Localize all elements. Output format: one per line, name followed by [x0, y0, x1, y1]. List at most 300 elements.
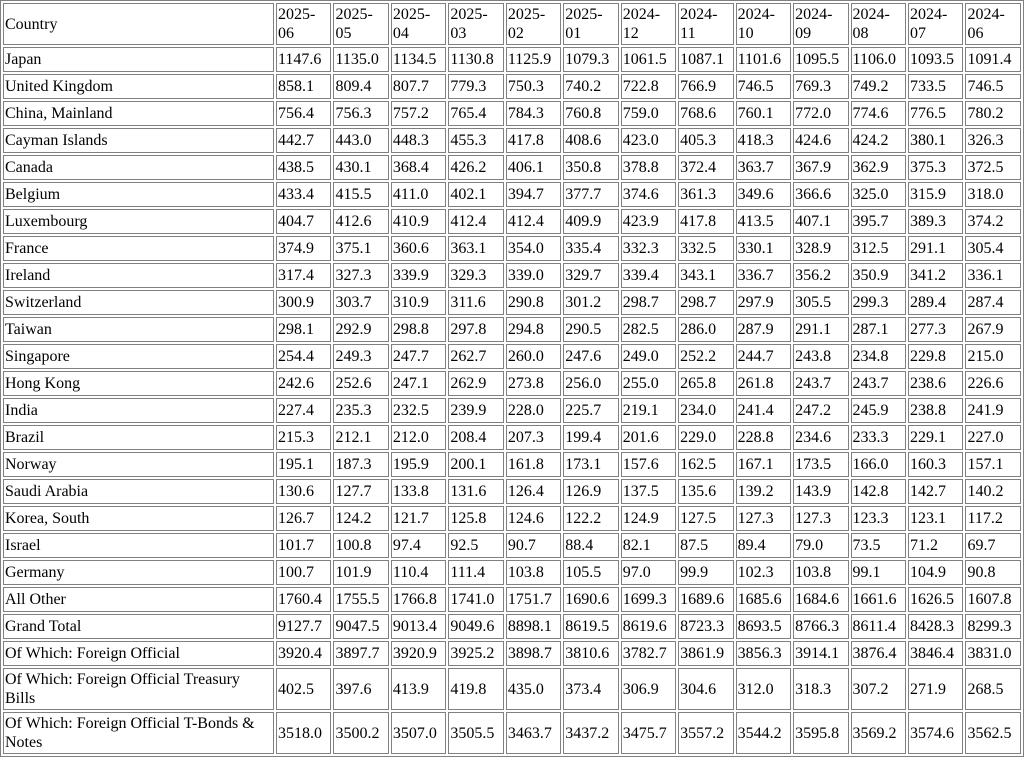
table-row [3, 290, 1021, 315]
value-cell: 374.9 [276, 236, 331, 261]
value-cell: 3920.4 [276, 641, 331, 666]
value-cell: 201.6 [621, 425, 676, 450]
value-cell: 127.5 [678, 506, 733, 531]
value-cell: 405.3 [678, 128, 733, 153]
table-row [3, 317, 1021, 342]
value-cell: 374.2 [965, 209, 1021, 234]
value-cell: 336.7 [736, 263, 791, 288]
value-cell: 117.2 [965, 506, 1021, 531]
country-cell: Brazil [3, 425, 274, 450]
country-cell: Norway [3, 452, 274, 477]
value-cell: 3569.2 [851, 712, 906, 754]
value-cell: 228.0 [506, 398, 561, 423]
value-cell: 291.1 [793, 317, 848, 342]
value-cell: 378.8 [621, 155, 676, 180]
header-month: 2024- 11 [678, 3, 733, 45]
value-cell: 289.4 [908, 290, 963, 315]
value-cell: 123.1 [908, 506, 963, 531]
country-cell: Grand Total [3, 614, 274, 639]
value-cell: 126.4 [506, 479, 561, 504]
value-cell: 433.4 [276, 182, 331, 207]
table-row [3, 587, 1021, 612]
value-cell: 1087.1 [678, 47, 733, 72]
value-cell: 3782.7 [621, 641, 676, 666]
value-cell: 1135.0 [333, 47, 388, 72]
value-cell: 8619.5 [563, 614, 618, 639]
value-cell: 97.4 [391, 533, 446, 558]
value-cell: 247.2 [793, 398, 848, 423]
value-cell: 242.6 [276, 371, 331, 396]
value-cell: 87.5 [678, 533, 733, 558]
value-cell: 438.5 [276, 155, 331, 180]
value-cell: 1626.5 [908, 587, 963, 612]
value-cell: 243.7 [851, 371, 906, 396]
value-cell: 306.9 [621, 668, 676, 710]
value-cell: 143.9 [793, 479, 848, 504]
value-cell: 102.3 [736, 560, 791, 585]
value-cell: 157.6 [621, 452, 676, 477]
value-cell: 3475.7 [621, 712, 676, 754]
country-cell: United Kingdom [3, 74, 274, 99]
value-cell: 1751.7 [506, 587, 561, 612]
value-cell: 1101.6 [736, 47, 791, 72]
country-cell: Korea, South [3, 506, 274, 531]
country-cell: All Other [3, 587, 274, 612]
table-row [3, 533, 1021, 558]
table-row [3, 128, 1021, 153]
header-month: 2024- 06 [965, 3, 1021, 45]
value-cell: 402.1 [448, 182, 503, 207]
value-cell: 1095.5 [793, 47, 848, 72]
value-cell: 3897.7 [333, 641, 388, 666]
value-cell: 404.7 [276, 209, 331, 234]
value-cell: 341.2 [908, 263, 963, 288]
value-cell: 335.4 [563, 236, 618, 261]
value-cell: 227.0 [965, 425, 1021, 450]
value-cell: 101.7 [276, 533, 331, 558]
country-cell: China, Mainland [3, 101, 274, 126]
value-cell: 261.8 [736, 371, 791, 396]
value-cell: 772.0 [793, 101, 848, 126]
country-cell: Germany [3, 560, 274, 585]
value-cell: 407.1 [793, 209, 848, 234]
value-cell: 1690.6 [563, 587, 618, 612]
value-cell: 757.2 [391, 101, 446, 126]
value-cell: 367.9 [793, 155, 848, 180]
table-row [3, 479, 1021, 504]
table-row [3, 209, 1021, 234]
table-row [3, 263, 1021, 288]
table-row [3, 452, 1021, 477]
country-cell: Luxembourg [3, 209, 274, 234]
value-cell: 207.3 [506, 425, 561, 450]
value-cell: 234.0 [678, 398, 733, 423]
table-row [3, 155, 1021, 180]
value-cell: 312.5 [851, 236, 906, 261]
value-cell: 374.6 [621, 182, 676, 207]
value-cell: 3846.4 [908, 641, 963, 666]
country-cell: Taiwan [3, 317, 274, 342]
value-cell: 273.8 [506, 371, 561, 396]
value-cell: 350.8 [563, 155, 618, 180]
value-cell: 443.0 [333, 128, 388, 153]
header-month: 2024- 09 [793, 3, 848, 45]
value-cell: 297.9 [736, 290, 791, 315]
value-cell: 92.5 [448, 533, 503, 558]
value-cell: 315.9 [908, 182, 963, 207]
value-cell: 411.0 [391, 182, 446, 207]
header-month: 2025- 01 [563, 3, 618, 45]
value-cell: 89.4 [736, 533, 791, 558]
value-cell: 766.9 [678, 74, 733, 99]
country-cell: Hong Kong [3, 371, 274, 396]
value-cell: 300.9 [276, 290, 331, 315]
value-cell: 124.2 [333, 506, 388, 531]
table-row [3, 668, 1021, 710]
value-cell: 305.5 [793, 290, 848, 315]
value-cell: 759.0 [621, 101, 676, 126]
value-cell: 366.6 [793, 182, 848, 207]
table-row [3, 641, 1021, 666]
country-cell: Of Which: Foreign Official T-Bonds & Notes [3, 712, 274, 754]
value-cell: 760.1 [736, 101, 791, 126]
value-cell: 243.7 [793, 371, 848, 396]
country-cell: Saudi Arabia [3, 479, 274, 504]
table-row [3, 236, 1021, 261]
value-cell: 97.0 [621, 560, 676, 585]
value-cell: 776.5 [908, 101, 963, 126]
value-cell: 328.9 [793, 236, 848, 261]
value-cell: 360.6 [391, 236, 446, 261]
value-cell: 161.8 [506, 452, 561, 477]
value-cell: 287.4 [965, 290, 1021, 315]
value-cell: 173.1 [563, 452, 618, 477]
value-cell: 219.1 [621, 398, 676, 423]
value-cell: 8723.3 [678, 614, 733, 639]
value-cell: 123.3 [851, 506, 906, 531]
value-cell: 1106.0 [851, 47, 906, 72]
value-cell: 256.0 [563, 371, 618, 396]
country-cell: India [3, 398, 274, 423]
value-cell: 8299.3 [965, 614, 1021, 639]
value-cell: 100.8 [333, 533, 388, 558]
value-cell: 271.9 [908, 668, 963, 710]
value-cell: 262.9 [448, 371, 503, 396]
value-cell: 82.1 [621, 533, 676, 558]
value-cell: 349.6 [736, 182, 791, 207]
value-cell: 3856.3 [736, 641, 791, 666]
table-row [3, 74, 1021, 99]
value-cell: 310.9 [391, 290, 446, 315]
value-cell: 71.2 [908, 533, 963, 558]
value-cell: 311.6 [448, 290, 503, 315]
value-cell: 234.8 [851, 344, 906, 369]
value-cell: 722.8 [621, 74, 676, 99]
value-cell: 3595.8 [793, 712, 848, 754]
value-cell: 375.1 [333, 236, 388, 261]
value-cell: 291.1 [908, 236, 963, 261]
value-cell: 121.7 [391, 506, 446, 531]
value-cell: 247.6 [563, 344, 618, 369]
value-cell: 339.0 [506, 263, 561, 288]
value-cell: 769.3 [793, 74, 848, 99]
value-cell: 418.3 [736, 128, 791, 153]
value-cell: 124.9 [621, 506, 676, 531]
table-row [3, 47, 1021, 72]
value-cell: 363.1 [448, 236, 503, 261]
value-cell: 1125.9 [506, 47, 561, 72]
value-cell: 424.2 [851, 128, 906, 153]
value-cell: 301.2 [563, 290, 618, 315]
value-cell: 241.4 [736, 398, 791, 423]
value-cell: 765.4 [448, 101, 503, 126]
country-cell: Japan [3, 47, 274, 72]
value-cell: 135.6 [678, 479, 733, 504]
value-cell: 1091.4 [965, 47, 1021, 72]
value-cell: 8766.3 [793, 614, 848, 639]
value-cell: 1061.5 [621, 47, 676, 72]
value-cell: 329.3 [448, 263, 503, 288]
header-month: 2025- 06 [276, 3, 331, 45]
value-cell: 238.8 [908, 398, 963, 423]
header-month: 2024- 07 [908, 3, 963, 45]
value-cell: 262.7 [448, 344, 503, 369]
country-cell: Of Which: Foreign Official [3, 641, 274, 666]
value-cell: 3507.0 [391, 712, 446, 754]
value-cell: 298.8 [391, 317, 446, 342]
value-cell: 127.3 [736, 506, 791, 531]
country-cell: Canada [3, 155, 274, 180]
value-cell: 858.1 [276, 74, 331, 99]
value-cell: 173.5 [793, 452, 848, 477]
value-cell: 268.5 [965, 668, 1021, 710]
value-cell: 126.7 [276, 506, 331, 531]
table-row [3, 425, 1021, 450]
country-cell: Cayman Islands [3, 128, 274, 153]
value-cell: 784.3 [506, 101, 561, 126]
value-cell: 1699.3 [621, 587, 676, 612]
value-cell: 252.2 [678, 344, 733, 369]
header-month: 2025- 04 [391, 3, 446, 45]
value-cell: 3557.2 [678, 712, 733, 754]
value-cell: 1685.6 [736, 587, 791, 612]
value-cell: 3920.9 [391, 641, 446, 666]
value-cell: 373.4 [563, 668, 618, 710]
value-cell: 254.4 [276, 344, 331, 369]
value-cell: 127.7 [333, 479, 388, 504]
value-cell: 426.2 [448, 155, 503, 180]
value-cell: 1766.8 [391, 587, 446, 612]
value-cell: 294.8 [506, 317, 561, 342]
value-cell: 756.4 [276, 101, 331, 126]
value-cell: 354.0 [506, 236, 561, 261]
value-cell: 417.8 [506, 128, 561, 153]
table-row [3, 560, 1021, 585]
value-cell: 133.8 [391, 479, 446, 504]
value-cell: 69.7 [965, 533, 1021, 558]
value-cell: 299.3 [851, 290, 906, 315]
value-cell: 1755.5 [333, 587, 388, 612]
header-month: 2024- 10 [736, 3, 791, 45]
value-cell: 1093.5 [908, 47, 963, 72]
value-cell: 317.4 [276, 263, 331, 288]
value-cell: 749.2 [851, 74, 906, 99]
header-row [3, 3, 1021, 45]
value-cell: 768.6 [678, 101, 733, 126]
value-cell: 195.1 [276, 452, 331, 477]
value-cell: 200.1 [448, 452, 503, 477]
value-cell: 3861.9 [678, 641, 733, 666]
value-cell: 290.5 [563, 317, 618, 342]
value-cell: 229.0 [678, 425, 733, 450]
value-cell: 3562.5 [965, 712, 1021, 754]
country-cell: Of Which: Foreign Official Treasury Bills [3, 668, 274, 710]
value-cell: 8693.5 [736, 614, 791, 639]
value-cell: 290.8 [506, 290, 561, 315]
value-cell: 167.1 [736, 452, 791, 477]
value-cell: 3914.1 [793, 641, 848, 666]
value-cell: 1079.3 [563, 47, 618, 72]
value-cell: 157.1 [965, 452, 1021, 477]
value-cell: 160.3 [908, 452, 963, 477]
value-cell: 227.4 [276, 398, 331, 423]
value-cell: 3898.7 [506, 641, 561, 666]
value-cell: 339.9 [391, 263, 446, 288]
value-cell: 100.7 [276, 560, 331, 585]
value-cell: 277.3 [908, 317, 963, 342]
table-row [3, 712, 1021, 754]
value-cell: 318.3 [793, 668, 848, 710]
value-cell: 372.4 [678, 155, 733, 180]
value-cell: 287.1 [851, 317, 906, 342]
value-cell: 9047.5 [333, 614, 388, 639]
value-cell: 368.4 [391, 155, 446, 180]
value-cell: 187.3 [333, 452, 388, 477]
table-row [3, 614, 1021, 639]
value-cell: 394.7 [506, 182, 561, 207]
value-cell: 208.4 [448, 425, 503, 450]
value-cell: 255.0 [621, 371, 676, 396]
value-cell: 124.6 [506, 506, 561, 531]
value-cell: 389.3 [908, 209, 963, 234]
value-cell: 9127.7 [276, 614, 331, 639]
value-cell: 304.6 [678, 668, 733, 710]
value-cell: 215.0 [965, 344, 1021, 369]
value-cell: 195.9 [391, 452, 446, 477]
value-cell: 305.4 [965, 236, 1021, 261]
value-cell: 1147.6 [276, 47, 331, 72]
value-cell: 413.5 [736, 209, 791, 234]
value-cell: 8611.4 [851, 614, 906, 639]
value-cell: 298.1 [276, 317, 331, 342]
value-cell: 3518.0 [276, 712, 331, 754]
value-cell: 267.9 [965, 317, 1021, 342]
value-cell: 356.2 [793, 263, 848, 288]
value-cell: 1689.6 [678, 587, 733, 612]
value-cell: 104.9 [908, 560, 963, 585]
value-cell: 424.6 [793, 128, 848, 153]
value-cell: 412.6 [333, 209, 388, 234]
value-cell: 232.5 [391, 398, 446, 423]
value-cell: 361.3 [678, 182, 733, 207]
country-cell: France [3, 236, 274, 261]
value-cell: 249.0 [621, 344, 676, 369]
value-cell: 1741.0 [448, 587, 503, 612]
value-cell: 282.5 [621, 317, 676, 342]
value-cell: 126.9 [563, 479, 618, 504]
value-cell: 395.7 [851, 209, 906, 234]
value-cell: 760.8 [563, 101, 618, 126]
value-cell: 73.5 [851, 533, 906, 558]
value-cell: 774.6 [851, 101, 906, 126]
value-cell: 3876.4 [851, 641, 906, 666]
value-cell: 3810.6 [563, 641, 618, 666]
value-cell: 406.1 [506, 155, 561, 180]
value-cell: 1760.4 [276, 587, 331, 612]
value-cell: 137.5 [621, 479, 676, 504]
value-cell: 413.9 [391, 668, 446, 710]
value-cell: 260.0 [506, 344, 561, 369]
value-cell: 215.3 [276, 425, 331, 450]
value-cell: 417.8 [678, 209, 733, 234]
value-cell: 362.9 [851, 155, 906, 180]
value-cell: 9049.6 [448, 614, 503, 639]
value-cell: 140.2 [965, 479, 1021, 504]
value-cell: 402.5 [276, 668, 331, 710]
value-cell: 3437.2 [563, 712, 618, 754]
value-cell: 779.3 [448, 74, 503, 99]
value-cell: 105.5 [563, 560, 618, 585]
header-month: 2024- 12 [621, 3, 676, 45]
value-cell: 90.7 [506, 533, 561, 558]
value-cell: 292.9 [333, 317, 388, 342]
value-cell: 809.4 [333, 74, 388, 99]
value-cell: 88.4 [563, 533, 618, 558]
value-cell: 3505.5 [448, 712, 503, 754]
header-month: 2025- 03 [448, 3, 503, 45]
value-cell: 435.0 [506, 668, 561, 710]
value-cell: 233.3 [851, 425, 906, 450]
value-cell: 326.3 [965, 128, 1021, 153]
value-cell: 286.0 [678, 317, 733, 342]
value-cell: 298.7 [678, 290, 733, 315]
value-cell: 99.1 [851, 560, 906, 585]
value-cell: 807.7 [391, 74, 446, 99]
value-cell: 303.7 [333, 290, 388, 315]
table-row [3, 371, 1021, 396]
value-cell: 8619.6 [621, 614, 676, 639]
value-cell: 329.7 [563, 263, 618, 288]
value-cell: 318.0 [965, 182, 1021, 207]
value-cell: 415.5 [333, 182, 388, 207]
table-row [3, 506, 1021, 531]
value-cell: 408.6 [563, 128, 618, 153]
value-cell: 327.3 [333, 263, 388, 288]
value-cell: 3500.2 [333, 712, 388, 754]
value-cell: 307.2 [851, 668, 906, 710]
value-cell: 448.3 [391, 128, 446, 153]
value-cell: 226.6 [965, 371, 1021, 396]
value-cell: 131.6 [448, 479, 503, 504]
header-month: 2025- 05 [333, 3, 388, 45]
value-cell: 142.7 [908, 479, 963, 504]
country-cell: Ireland [3, 263, 274, 288]
value-cell: 746.5 [736, 74, 791, 99]
value-cell: 780.2 [965, 101, 1021, 126]
value-cell: 287.9 [736, 317, 791, 342]
value-cell: 750.3 [506, 74, 561, 99]
value-cell: 1134.5 [391, 47, 446, 72]
